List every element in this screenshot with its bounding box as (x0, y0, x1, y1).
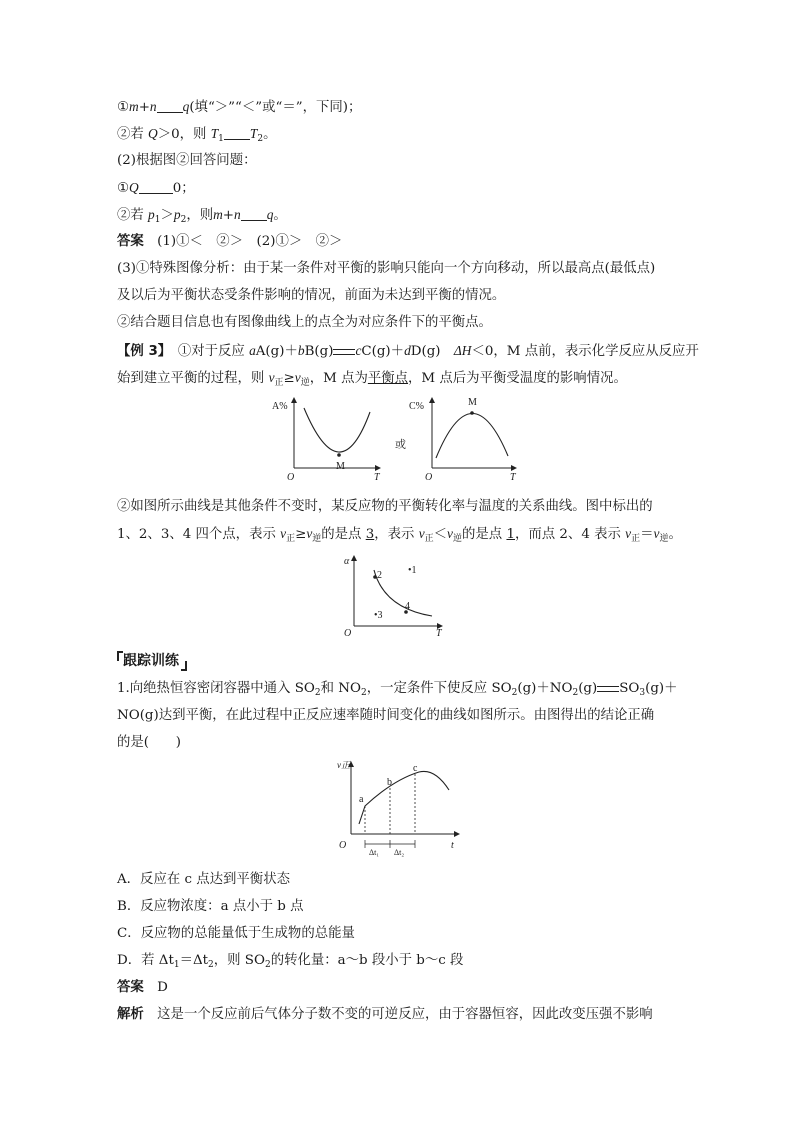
point-b-label: b (387, 777, 392, 788)
equilibrium-curve (374, 570, 432, 616)
example3-line3: ②如图所示曲线是其他条件不变时，某反应物的平衡转化率与温度的关系曲线。图中标出的 (117, 499, 653, 514)
max-curve (436, 413, 508, 458)
answer-blank[interactable] (224, 125, 250, 140)
origin-label: O (287, 472, 295, 483)
option-a[interactable]: A．反应在 c 点达到平衡状态 (117, 872, 290, 887)
q1-answer: 答案 (1)①＜ ②＞ (2)①＞ ②＞ (117, 234, 343, 249)
min-curve (304, 408, 370, 452)
x-label: T (510, 472, 516, 483)
y-label: C% (409, 401, 424, 412)
option-d[interactable]: D．若 $\Delta t_1=\Delta t_2$，则 $SO_2$的转化量：a～b 段小于 b～c 段 (117, 953, 464, 970)
note-line2: 及以后为平衡状态受条件影响的情况，前面为未达到平衡的情况。 (117, 288, 506, 303)
analysis-line: 解析 这是一个反应前后气体分子数不变的可逆反应，由于容器恒容，因此改变压强不影响 (117, 1007, 653, 1022)
question1-line1: 1.向绝热恒容密闭容器中通入 $SO_2$和 $NO_2$，一定条件下使反应 $SO_2(g)+NO_2(g)$ $SO_3(g)+$ (117, 681, 678, 698)
question1-line2: NO(g)达到平衡，在此过程中正反应速率随时间变化的曲线如图所示。由图得出的结论正确 (117, 708, 655, 723)
example3-line1: 【例 3】 ①对于反应 aA(g)＋bB(g) cC(g)＋dD(g) ΔH＜0，M 点前，表示化学反应从反应开 (117, 343, 699, 359)
note-line1: (3)①特殊图像分析：由于某一条件对平衡的影响只能向一个方向移动，所以最高点(最低点) (117, 261, 656, 276)
x-label: T (374, 472, 380, 483)
x-label: t (451, 840, 454, 851)
point-2-label: 2 (377, 570, 382, 581)
answer-blank[interactable] (241, 206, 267, 221)
example3-line2: 始到建立平衡的过程，则 $v_正\ge v_逆$，M 点为平衡点，M 点后为平衡受温度的影响情况。 (117, 370, 627, 388)
q1-line2: ②若 Q＞0，则 $T_1$ $T_2$。 (117, 126, 277, 144)
graph-a-percent (272, 398, 381, 483)
point-1-label: •1 (408, 565, 417, 576)
m-label: M (468, 397, 477, 408)
answer-line: 答案 D (117, 980, 168, 995)
x-label: T (436, 628, 442, 639)
or-label: 或 (395, 439, 406, 451)
point-a-label: a (359, 794, 364, 805)
y-label: α (344, 556, 350, 567)
origin-label: O (339, 840, 347, 851)
point-m (337, 453, 341, 457)
answer-blank[interactable] (157, 98, 183, 113)
origin-label: O (344, 628, 352, 639)
corner-bracket-left (117, 651, 123, 661)
point-m (470, 411, 474, 415)
delta-t1-label: Δt₁ (369, 848, 380, 857)
point-3-label: •3 (374, 610, 383, 621)
option-b[interactable]: B．反应物浓度：a 点小于 b 点 (117, 899, 304, 914)
delta-t2-label: Δt₂ (394, 848, 405, 857)
point-4-label: 4 (405, 601, 410, 612)
q1-line1: ①m+n q(填“＞”“＜”或“＝”，下同)； (117, 99, 362, 115)
point-c-label: c (413, 763, 418, 774)
question1-line3: 的是( ) (117, 735, 182, 750)
q1-line5: ②若 $p_1>p_2$，则m+n q。 (117, 207, 287, 225)
answer-blank[interactable] (139, 179, 173, 194)
m-label: M (336, 461, 345, 472)
figure-extremum-curves (270, 392, 530, 492)
origin-label: O (425, 472, 433, 483)
y-label: v正 (337, 760, 350, 770)
training-heading: 跟踪训练 (117, 651, 179, 671)
figure-rate-time (335, 758, 465, 858)
graph-c-percent (409, 397, 517, 483)
figure-conversion-temperature (340, 550, 450, 642)
reversible-arrow (597, 683, 619, 695)
y-label: A% (272, 401, 288, 412)
corner-bracket-right (181, 661, 187, 671)
rate-curve (359, 771, 449, 824)
reversible-arrow (333, 346, 355, 358)
example3-line4: 1、2、3、4 四个点，表示 $v_正\ge v_逆$的是点 3，表示 $v_正<v_逆$的是点 1，而点 2、4 表示 $v_正=v_逆$。 (117, 526, 682, 544)
q1-line4: ①Q 0； (117, 180, 195, 196)
q1-line3: (2)根据图②回答问题： (117, 153, 257, 168)
option-c[interactable]: C．反应物的总能量低于生成物的总能量 (117, 926, 355, 941)
note-line3: ②结合题目信息也有图像曲线上的点全为对应条件下的平衡点。 (117, 315, 492, 330)
